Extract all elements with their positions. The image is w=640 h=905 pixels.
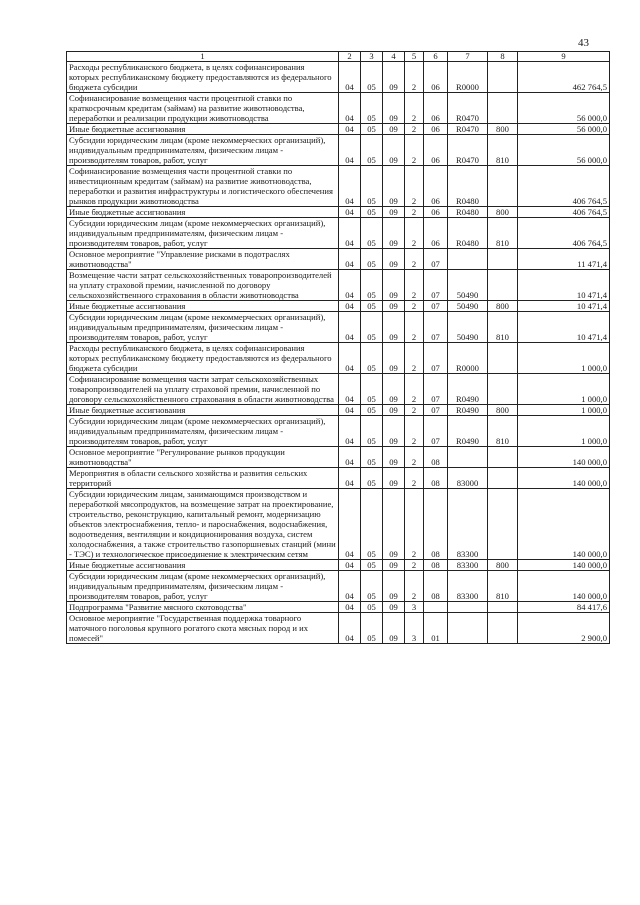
column-header: 6 bbox=[424, 52, 448, 62]
amount-cell: 1 000,0 bbox=[518, 416, 610, 447]
code-cell: R0490 bbox=[448, 374, 488, 405]
amount-cell: 1 000,0 bbox=[518, 374, 610, 405]
code-cell: 2 bbox=[405, 62, 424, 93]
code-cell: 2 bbox=[405, 468, 424, 489]
code-cell: 05 bbox=[361, 602, 383, 613]
code-cell: 83300 bbox=[448, 560, 488, 571]
code-cell: 09 bbox=[383, 374, 405, 405]
row-name-cell: Субсидии юридическим лицам, занимающимся производством и переработкой мясопродуктов, на возмещение затрат на проектирование, строительство, реконструкцию, капитальный ремонт, модернизацию объектов электроснабжения, тепло- и пароснабжения, водоснабжения, водоотведения, вентиляции и кондиционирования воздуха, систем холодоснабжения, а также строительство газопоршневых станций (мини - ТЭС) и технологическое присоединение к электрическим сетям bbox=[67, 489, 339, 560]
table-row bbox=[67, 93, 610, 124]
code-cell bbox=[488, 249, 518, 270]
code-cell: 09 bbox=[383, 571, 405, 602]
table-row bbox=[67, 468, 610, 489]
code-cell: 07 bbox=[424, 312, 448, 343]
code-cell: 09 bbox=[383, 207, 405, 218]
code-cell: 2 bbox=[405, 560, 424, 571]
code-cell: R0480 bbox=[448, 218, 488, 249]
code-cell: 09 bbox=[383, 405, 405, 416]
code-cell: 08 bbox=[424, 571, 448, 602]
amount-cell: 56 000,0 bbox=[518, 124, 610, 135]
amount-cell: 10 471,4 bbox=[518, 301, 610, 312]
code-cell: 2 bbox=[405, 489, 424, 560]
code-cell: 810 bbox=[488, 416, 518, 447]
column-header: 1 bbox=[67, 52, 339, 62]
code-cell bbox=[488, 468, 518, 489]
code-cell: 05 bbox=[361, 560, 383, 571]
row-name-cell: Основное мероприятие "Государственная поддержка товарного маточного поголовья крупного рогатого скота мясных пород и их помесей" bbox=[67, 613, 339, 644]
code-cell: 09 bbox=[383, 312, 405, 343]
amount-cell: 140 000,0 bbox=[518, 489, 610, 560]
code-cell: 09 bbox=[383, 93, 405, 124]
code-cell: 2 bbox=[405, 312, 424, 343]
table-row bbox=[67, 249, 610, 270]
amount-cell: 140 000,0 bbox=[518, 468, 610, 489]
code-cell: 05 bbox=[361, 312, 383, 343]
table-row bbox=[67, 124, 610, 135]
table-row bbox=[67, 447, 610, 468]
code-cell: 50490 bbox=[448, 301, 488, 312]
table-row bbox=[67, 270, 610, 301]
code-cell: 09 bbox=[383, 602, 405, 613]
code-cell: 05 bbox=[361, 468, 383, 489]
code-cell: R0480 bbox=[448, 207, 488, 218]
code-cell bbox=[488, 602, 518, 613]
table-row bbox=[67, 343, 610, 374]
code-cell bbox=[448, 613, 488, 644]
row-name-cell: Возмещение части затрат сельскохозяйственных товаропроизводителей на уплату страховой премии, начисленной по договору сельскохозяйственного страхования в области животноводства bbox=[67, 270, 339, 301]
code-cell: 05 bbox=[361, 613, 383, 644]
code-cell: 09 bbox=[383, 124, 405, 135]
column-header: 3 bbox=[361, 52, 383, 62]
code-cell: R0490 bbox=[448, 405, 488, 416]
amount-cell: 2 900,0 bbox=[518, 613, 610, 644]
code-cell: 04 bbox=[339, 560, 361, 571]
amount-cell: 10 471,4 bbox=[518, 312, 610, 343]
code-cell bbox=[488, 62, 518, 93]
amount-cell: 406 764,5 bbox=[518, 218, 610, 249]
column-header: 5 bbox=[405, 52, 424, 62]
code-cell: 04 bbox=[339, 312, 361, 343]
table-row bbox=[67, 301, 610, 312]
amount-cell: 406 764,5 bbox=[518, 207, 610, 218]
code-cell bbox=[488, 613, 518, 644]
code-cell: 2 bbox=[405, 166, 424, 207]
code-cell: 09 bbox=[383, 218, 405, 249]
code-cell: 04 bbox=[339, 124, 361, 135]
code-cell bbox=[488, 489, 518, 560]
code-cell: 06 bbox=[424, 124, 448, 135]
code-cell: 2 bbox=[405, 249, 424, 270]
code-cell: 04 bbox=[339, 489, 361, 560]
code-cell: 06 bbox=[424, 218, 448, 249]
code-cell: 05 bbox=[361, 218, 383, 249]
code-cell: 800 bbox=[488, 207, 518, 218]
code-cell: 09 bbox=[383, 135, 405, 166]
code-cell: 08 bbox=[424, 489, 448, 560]
code-cell: R0490 bbox=[448, 416, 488, 447]
code-cell: 09 bbox=[383, 343, 405, 374]
code-cell: 05 bbox=[361, 93, 383, 124]
code-cell bbox=[424, 602, 448, 613]
code-cell: 05 bbox=[361, 447, 383, 468]
code-cell: 50490 bbox=[448, 270, 488, 301]
code-cell: 09 bbox=[383, 468, 405, 489]
code-cell bbox=[448, 249, 488, 270]
code-cell: 04 bbox=[339, 135, 361, 166]
code-cell: 83000 bbox=[448, 468, 488, 489]
code-cell: 2 bbox=[405, 93, 424, 124]
amount-cell: 56 000,0 bbox=[518, 135, 610, 166]
code-cell: 810 bbox=[488, 135, 518, 166]
table-row bbox=[67, 613, 610, 644]
code-cell: 09 bbox=[383, 270, 405, 301]
code-cell: 08 bbox=[424, 468, 448, 489]
code-cell: 07 bbox=[424, 343, 448, 374]
code-cell: 2 bbox=[405, 218, 424, 249]
code-cell: 05 bbox=[361, 135, 383, 166]
code-cell: 09 bbox=[383, 62, 405, 93]
page-number: 43 bbox=[578, 37, 589, 49]
row-name-cell: Софинансирование возмещения части процентной ставки по инвестиционным кредитам (займам) на развитие животноводства, переработки и развития инфраструктуры и логистического обеспечения рынков продукции животноводства bbox=[67, 166, 339, 207]
code-cell: 04 bbox=[339, 468, 361, 489]
row-name-cell: Иные бюджетные ассигнования bbox=[67, 301, 339, 312]
code-cell: 83300 bbox=[448, 489, 488, 560]
amount-cell: 84 417,6 bbox=[518, 602, 610, 613]
code-cell: 04 bbox=[339, 405, 361, 416]
amount-cell: 140 000,0 bbox=[518, 560, 610, 571]
code-cell: 09 bbox=[383, 489, 405, 560]
code-cell: 05 bbox=[361, 270, 383, 301]
code-cell: 06 bbox=[424, 62, 448, 93]
code-cell: 800 bbox=[488, 124, 518, 135]
code-cell: 01 bbox=[424, 613, 448, 644]
code-cell: 2 bbox=[405, 207, 424, 218]
code-cell: 2 bbox=[405, 301, 424, 312]
code-cell: 06 bbox=[424, 93, 448, 124]
column-header: 9 bbox=[518, 52, 610, 62]
row-name-cell: Иные бюджетные ассигнования bbox=[67, 124, 339, 135]
code-cell: 04 bbox=[339, 447, 361, 468]
code-cell: R0480 bbox=[448, 166, 488, 207]
code-cell: 06 bbox=[424, 135, 448, 166]
code-cell: 07 bbox=[424, 416, 448, 447]
code-cell: R0000 bbox=[448, 343, 488, 374]
code-cell: 08 bbox=[424, 447, 448, 468]
table-row bbox=[67, 560, 610, 571]
code-cell: 05 bbox=[361, 124, 383, 135]
code-cell: 05 bbox=[361, 571, 383, 602]
code-cell: 08 bbox=[424, 560, 448, 571]
table-row bbox=[67, 571, 610, 602]
budget-table bbox=[66, 51, 610, 644]
row-name-cell: Основное мероприятие "Регулирование рынков продукции животноводства" bbox=[67, 447, 339, 468]
code-cell: 07 bbox=[424, 374, 448, 405]
code-cell: 05 bbox=[361, 405, 383, 416]
code-cell: 3 bbox=[405, 613, 424, 644]
code-cell: 83300 bbox=[448, 571, 488, 602]
code-cell: 04 bbox=[339, 343, 361, 374]
code-cell: 04 bbox=[339, 218, 361, 249]
row-name-cell: Основное мероприятие "Управление рисками в подотраслях животноводства" bbox=[67, 249, 339, 270]
row-name-cell: Софинансирование возмещения части процентной ставки по краткосрочным кредитам (займам) на развитие животноводства, переработки и реализации продукции животноводства bbox=[67, 93, 339, 124]
code-cell: 05 bbox=[361, 62, 383, 93]
code-cell bbox=[488, 343, 518, 374]
code-cell: 07 bbox=[424, 405, 448, 416]
amount-cell: 406 764,5 bbox=[518, 166, 610, 207]
column-header: 2 bbox=[339, 52, 361, 62]
code-cell: 09 bbox=[383, 166, 405, 207]
code-cell bbox=[488, 447, 518, 468]
table-row bbox=[67, 207, 610, 218]
row-name-cell: Расходы республиканского бюджета, в целях софинансирования которых республиканскому бюджету предоставляются из федерального бюджета субсидии bbox=[67, 62, 339, 93]
code-cell: 2 bbox=[405, 447, 424, 468]
code-cell: 04 bbox=[339, 93, 361, 124]
code-cell: R0470 bbox=[448, 124, 488, 135]
amount-cell: 140 000,0 bbox=[518, 571, 610, 602]
row-name-cell: Субсидии юридическим лицам (кроме некоммерческих организаций), индивидуальным предпринимателям, физическим лицам - производителям товаров, работ, услуг bbox=[67, 571, 339, 602]
column-header: 8 bbox=[488, 52, 518, 62]
amount-cell: 10 471,4 bbox=[518, 270, 610, 301]
code-cell: 04 bbox=[339, 249, 361, 270]
code-cell: 09 bbox=[383, 416, 405, 447]
code-cell bbox=[488, 374, 518, 405]
code-cell: 800 bbox=[488, 560, 518, 571]
code-cell: 05 bbox=[361, 249, 383, 270]
code-cell: 800 bbox=[488, 301, 518, 312]
code-cell: 05 bbox=[361, 489, 383, 560]
amount-cell: 462 764,5 bbox=[518, 62, 610, 93]
code-cell: 2 bbox=[405, 405, 424, 416]
code-cell: 2 bbox=[405, 343, 424, 374]
code-cell: 50490 bbox=[448, 312, 488, 343]
code-cell: 04 bbox=[339, 613, 361, 644]
amount-cell: 56 000,0 bbox=[518, 93, 610, 124]
row-name-cell: Субсидии юридическим лицам (кроме некоммерческих организаций), индивидуальным предпринимателям, физическим лицам - производителям товаров, работ, услуг bbox=[67, 416, 339, 447]
amount-cell: 140 000,0 bbox=[518, 447, 610, 468]
code-cell bbox=[448, 447, 488, 468]
code-cell: 810 bbox=[488, 312, 518, 343]
row-name-cell: Иные бюджетные ассигнования bbox=[67, 405, 339, 416]
code-cell: 2 bbox=[405, 135, 424, 166]
code-cell: R0470 bbox=[448, 135, 488, 166]
table-row bbox=[67, 602, 610, 613]
table-row bbox=[67, 166, 610, 207]
code-cell: 05 bbox=[361, 301, 383, 312]
table-row bbox=[67, 489, 610, 560]
code-cell: 09 bbox=[383, 301, 405, 312]
code-cell: R0000 bbox=[448, 62, 488, 93]
code-cell bbox=[448, 602, 488, 613]
code-cell: 05 bbox=[361, 207, 383, 218]
code-cell: 2 bbox=[405, 416, 424, 447]
code-cell: 04 bbox=[339, 416, 361, 447]
code-cell: 3 bbox=[405, 602, 424, 613]
amount-cell: 1 000,0 bbox=[518, 343, 610, 374]
code-cell: 06 bbox=[424, 207, 448, 218]
code-cell: 09 bbox=[383, 560, 405, 571]
code-cell: 09 bbox=[383, 249, 405, 270]
code-cell: 09 bbox=[383, 613, 405, 644]
code-cell: 05 bbox=[361, 416, 383, 447]
table-row bbox=[67, 218, 610, 249]
row-name-cell: Субсидии юридическим лицам (кроме некоммерческих организаций), индивидуальным предпринимателям, физическим лицам - производителям товаров, работ, услуг bbox=[67, 218, 339, 249]
table-row bbox=[67, 312, 610, 343]
code-cell: 07 bbox=[424, 249, 448, 270]
code-cell: 07 bbox=[424, 301, 448, 312]
amount-cell: 1 000,0 bbox=[518, 405, 610, 416]
code-cell: 04 bbox=[339, 166, 361, 207]
code-cell bbox=[488, 166, 518, 207]
code-cell: 2 bbox=[405, 124, 424, 135]
code-cell: 04 bbox=[339, 207, 361, 218]
row-name-cell: Иные бюджетные ассигнования bbox=[67, 207, 339, 218]
code-cell: 2 bbox=[405, 374, 424, 405]
code-cell: 04 bbox=[339, 301, 361, 312]
code-cell: 09 bbox=[383, 447, 405, 468]
code-cell: 04 bbox=[339, 602, 361, 613]
table-row bbox=[67, 405, 610, 416]
code-cell: R0470 bbox=[448, 93, 488, 124]
code-cell: 04 bbox=[339, 270, 361, 301]
code-cell: 05 bbox=[361, 374, 383, 405]
code-cell: 04 bbox=[339, 374, 361, 405]
row-name-cell: Иные бюджетные ассигнования bbox=[67, 560, 339, 571]
table-row bbox=[67, 416, 610, 447]
code-cell bbox=[488, 270, 518, 301]
code-cell: 800 bbox=[488, 405, 518, 416]
code-cell: 04 bbox=[339, 62, 361, 93]
column-header: 4 bbox=[383, 52, 405, 62]
row-name-cell: Субсидии юридическим лицам (кроме некоммерческих организаций), индивидуальным предпринимателям, физическим лицам - производителям товаров, работ, услуг bbox=[67, 135, 339, 166]
table-row bbox=[67, 374, 610, 405]
table-row bbox=[67, 62, 610, 93]
code-cell: 810 bbox=[488, 218, 518, 249]
row-name-cell: Расходы республиканского бюджета, в целях софинансирования которых республиканскому бюджету предоставляются из федерального бюджета субсидии bbox=[67, 343, 339, 374]
code-cell: 07 bbox=[424, 270, 448, 301]
code-cell: 2 bbox=[405, 270, 424, 301]
row-name-cell: Мероприятия в области сельского хозяйства и развития сельских территорий bbox=[67, 468, 339, 489]
code-cell: 810 bbox=[488, 571, 518, 602]
code-cell bbox=[488, 93, 518, 124]
code-cell: 2 bbox=[405, 571, 424, 602]
row-name-cell: Подпрограмма "Развитие мясного скотоводства" bbox=[67, 602, 339, 613]
row-name-cell: Субсидии юридическим лицам (кроме некоммерческих организаций), индивидуальным предпринимателям, физическим лицам - производителям товаров, работ, услуг bbox=[67, 312, 339, 343]
row-name-cell: Софинансирование возмещения части затрат сельскохозяйственных товаропроизводителей на уплату страховой премии, начисленной по договору сельскохозяйственного страхования в области животноводства bbox=[67, 374, 339, 405]
table-row bbox=[67, 135, 610, 166]
code-cell: 04 bbox=[339, 571, 361, 602]
column-header: 7 bbox=[448, 52, 488, 62]
amount-cell: 11 471,4 bbox=[518, 249, 610, 270]
code-cell: 05 bbox=[361, 343, 383, 374]
table-header-row bbox=[67, 52, 610, 62]
code-cell: 05 bbox=[361, 166, 383, 207]
code-cell: 06 bbox=[424, 166, 448, 207]
